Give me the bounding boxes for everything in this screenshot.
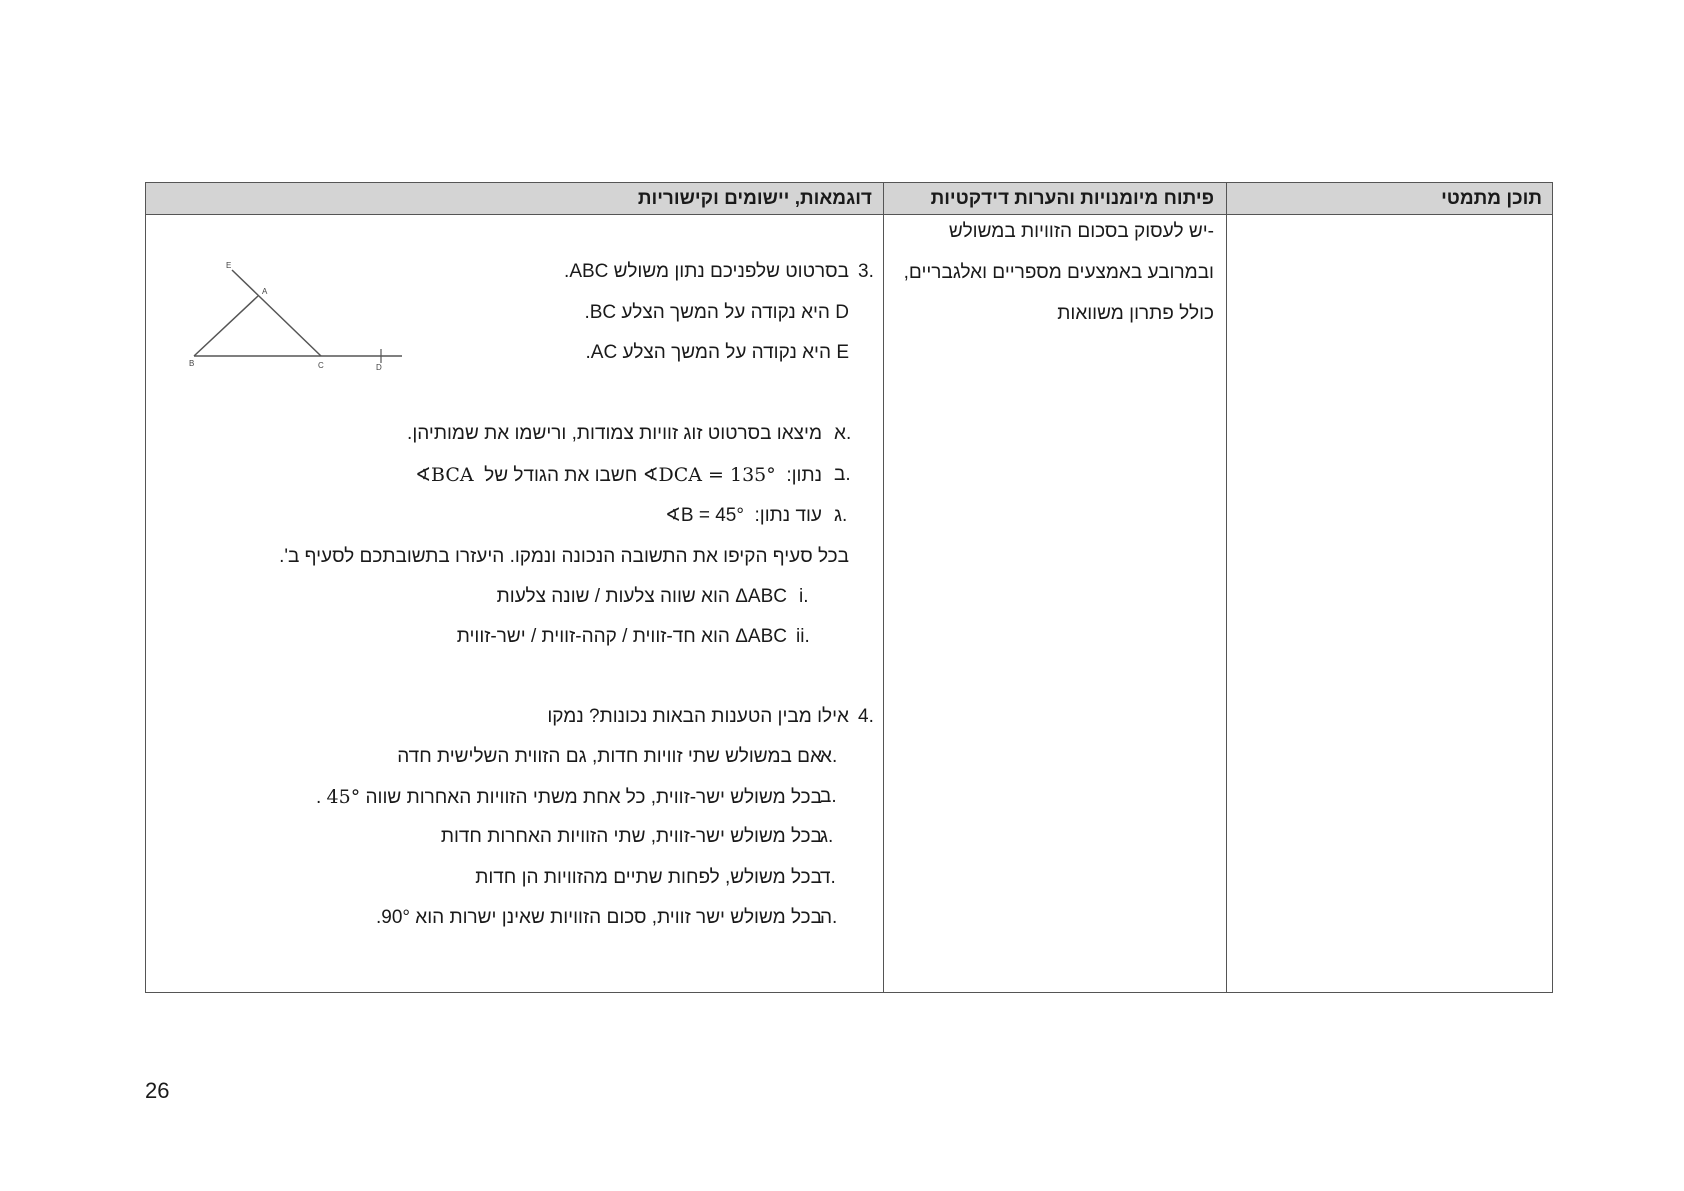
q4-item-text: בכל משולש, לפחות שתיים מהזוויות הן חדות — [475, 867, 822, 888]
q3-line: בסרטוט שלפניכם נתון משולש ABC. — [564, 261, 849, 282]
q4-item-label: ה. — [820, 907, 838, 928]
q3-number: 3. — [858, 261, 874, 282]
skills-line: ובמרובע באמצעים מספריים ואלגבריים, — [903, 262, 1214, 283]
label-C: C — [318, 361, 324, 370]
q4-item-text: אם במשולש שתי זוויות חדות, גם הזווית השלישית חדה — [397, 746, 822, 767]
q3-item-b-text: חשבו את הגודל של — [484, 465, 638, 486]
header-content: תוכן מתמטי — [1441, 188, 1542, 209]
triangle-figure — [186, 261, 406, 398]
label-B: B — [189, 359, 195, 368]
label-E: E — [226, 261, 232, 270]
skills-line: כולל פתרון משוואות — [1057, 303, 1214, 324]
column-divider — [883, 183, 884, 992]
q4-item-label: ב. — [820, 786, 837, 807]
q4-item-b-text: בכל משולש ישר-זווית, כל אחת משתי הזוויות האחרות שווה — [365, 787, 822, 808]
q3-subitem-text: ΔABC הוא שווה צלעות / שונה צלעות — [496, 586, 787, 607]
q3-item-label: א. — [834, 423, 852, 444]
q3-item-text: מיצאו בסרטוט זוג זוויות צמודות, ורישמו את שמותיהן. — [407, 423, 822, 444]
q4-item-label: א. — [820, 746, 838, 767]
header-examples: דוגמאות, יישומים וקישוריות — [637, 188, 872, 209]
page-number: 26 — [145, 1078, 170, 1103]
q3-subitem-label: ii. — [796, 626, 810, 647]
label-D: D — [376, 363, 382, 372]
q4-item-label: ג. — [820, 826, 834, 847]
q3-item-c-math: ∢B = 45° — [664, 505, 744, 526]
q3-subitem-label: i. — [799, 586, 809, 607]
q4-item-label: ד. — [820, 867, 836, 888]
curriculum-table — [145, 182, 1553, 993]
q3-item-c — [665, 505, 822, 527]
skills-line: -יש לעסוק בסכום הזוויות במשולש — [948, 221, 1214, 242]
q3-line: D היא נקודה על המשך הצלע BC. — [584, 302, 849, 323]
q4-number: 4. — [858, 706, 874, 727]
q4-item-b-suffix: . — [315, 787, 322, 808]
q3-item-label: ב. — [834, 464, 851, 485]
q3-subitem-text: ΔABC הוא חד-זווית / קהה-זווית / ישר-זווית — [456, 626, 787, 647]
q3-item-c-prefix: עוד נתון: — [754, 505, 822, 526]
q4-item-b-math: 45° — [326, 786, 361, 808]
q3-item-label: ג. — [834, 505, 848, 526]
q4-item-text: בכל משולש ישר-זווית, שתי הזוויות האחרות חדות — [440, 826, 822, 847]
q4-item-text: בכל משולש ישר זווית, סכום הזוויות שאינן ישרות הוא 90°. — [375, 907, 822, 928]
q3-item-b-prefix: נתון: — [786, 465, 822, 486]
label-A: A — [262, 287, 268, 296]
q4-title: אילו מבין הטענות הבאות נכונות? נמקו — [547, 706, 849, 727]
q3-item-b-math: ∢DCA = 135° — [642, 464, 776, 486]
q3-instruction: בכל סעיף הקיפו את התשובה הנכונה ונמקו. היעזרו בתשובתכם לסעיף ב'. — [279, 546, 849, 567]
column-divider — [1226, 183, 1227, 992]
header-skills: פיתוח מיומנויות והערות דידקטיות — [930, 188, 1214, 209]
q3-line: E היא נקודה על המשך הצלע AC. — [585, 342, 849, 363]
q4-item-b — [316, 786, 822, 809]
q3-item-b — [415, 464, 822, 487]
q3-item-b-math2: ∢BCA — [415, 464, 474, 486]
